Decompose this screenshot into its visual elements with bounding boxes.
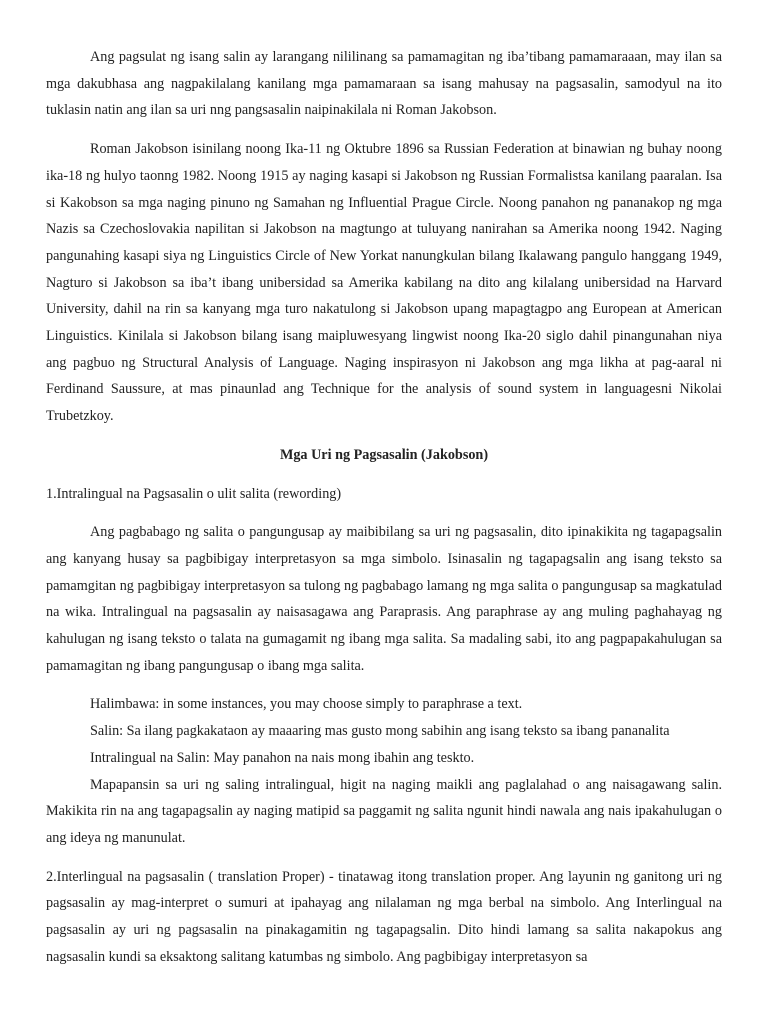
example-line-halimbawa: Halimbawa: in some instances, you may choose simply to paraphrase a text. [90, 696, 523, 713]
section-heading: Mga Uri ng Pagsasalin (Jakobson) [279, 446, 489, 463]
paragraph-jakobson-bio: Roman Jakobson isinilang noong Ika-11 ng Oktubre 1896 sa Russian Federation at binawian ng buhay noong ika-18 ng hulyo taonng 1982. Noong 1915 ay naging kasapi si Jakobson ng Russian Formalistsa kanilang paaralan. Isa si Kakobson sa mga naging pinuno ng Samahan ng Influential Prague Circle. Noong panahon ng pananakop ng mga Nazis sa Czechoslovakia napilitan si Jakobson na magtungo at tuluyang nanirahan sa Amerika noong 1942. Naging pangunahing kasapi siya ng Linguistics Circle of New Yorkat nanungkulan bilang Ikalawang pangulo hanggang 1949, Nagturo si Jakobson sa iba’t ibang unibersidad sa Amerika kabilang na dito ang kilalang unibersidad na Harvard University, dahil na rin sa kanyang mga turo nakatulong si Jakobson upang mapagtagpo ang European at American Linguistics. Kinilala si Jakobson bilang isang maipluwesyang lingwist noong Ika-20 siglo dahil pinangunahan niya ang pagbuo ng Structural Analysis of Language. Naging inspirasyon ni Jakobson ang mga likha at pag-aaral ni Ferdinand Saussure, at mas pinaunlad ang Technique for the analysis of sound system in languagesni Nikolai Trubetzkoy. [46, 141, 722, 425]
list-item-title-intralingual: 1.Intralingual na Pagsasalin o ulit salita (rewording) [46, 485, 342, 502]
document-page [46, 44, 722, 971]
example-line-salin: Salin: Sa ilang pagkakataon ay maaaring mas gusto mong sabihin ang isang teksto sa ibang pananalita [90, 723, 670, 740]
paragraph-intralingual: Ang pagbabago ng salita o pangungusap ay maibibilang sa uri ng pagsasalin, dito ipinakikita ng tagapagsalin ang kanyang husay sa pagbibigay interpretasyon sa mga simbolo. Isinasalin ng tagapagsalin ang isang teksto sa pamamgitan ng pagbibigay interpretasyon sa tulong ng pagbabago lamang ng mga salita o pangungusap sa magkatulad na wika. Intralingual na pagsasalin ay naisasagawa ang Paraprasis. Ang paraphrase ay ang muling paghahayag ng kahulugan ng isang teksto o talata na gumagamit ng ibang mga salita. Sa madaling sabi, ito ang pagpapakahulugan sa pamamagitan ng ibang pangungusap o ibang mga salita. [46, 524, 722, 674]
paragraph-observation: Mapapansin sa uri ng saling intralingual, higit na naging maikli ang paglalahad o ang naisagawang salin. Makikita rin na ang tagapagsalin ay naging matipid sa paggamit ng salita ngunit hindi nawala ang nais ipakahulugan o ang ideya ng manunulat. [46, 776, 722, 846]
paragraph-intro: Ang pagsulat ng isang salin ay larangang nililinang sa pamamagitan ng iba’tibang pamamaraaan, may ilan sa mga dakubhasa ang nagpakilalang kanilang mga pamamaraan sa isang mahusay na pagsasalin, samodyul na ito tuklasin natin ang ilan sa uri nng pangsasalin naipinakilala ni Roman Jakobson. [46, 49, 722, 119]
example-line-intralingual-salin: Intralingual na Salin: May panahon na nais mong ibahin ang teskto. [90, 749, 475, 766]
paragraph-interlingual: 2.Interlingual na pagsasalin ( translation Proper) - tinatawag itong translation proper. Ang layunin ng ganitong uri ng pagsasalin ay mag-interpret o sumuri at ipahayag ang nilalaman ng mga berbal na simbolo. Ang Interlingual na pagsasalin ay uri ng pagsasalin na pinakagamitin ng tagapagsalin. Dito hindi lamang sa salita nakapokus ang nagsasalin kundi sa eksaktong salitang katumbas ng simbolo. Ang pagbibigay interpretasyon sa [46, 868, 722, 965]
